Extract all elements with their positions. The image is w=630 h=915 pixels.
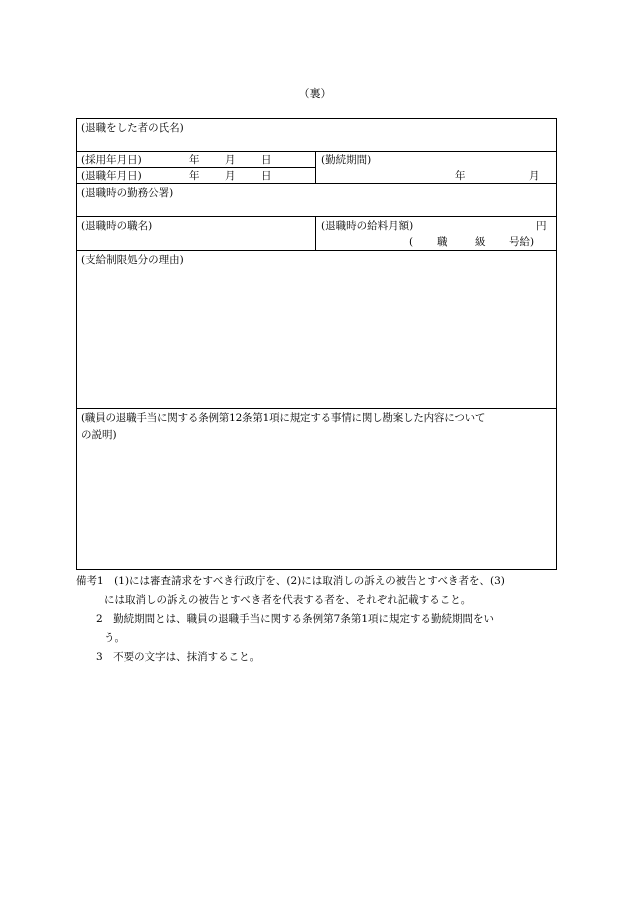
retire-month-unit: 月 bbox=[225, 170, 236, 182]
rule-after-dates bbox=[77, 183, 556, 184]
remark-1-line2: には取消しの訴えの被告とすべき者を代表する者を、それぞれ記載すること。 bbox=[104, 594, 472, 606]
hire-day-unit: 日 bbox=[261, 154, 272, 166]
rule-after-name bbox=[77, 151, 556, 152]
retire-day-unit: 日 bbox=[261, 170, 272, 182]
divider-dates bbox=[315, 151, 316, 183]
hire-date-label: (採用年月日) bbox=[81, 154, 142, 166]
reason-label: (支給制限処分の理由) bbox=[81, 254, 184, 266]
rule-after-position bbox=[77, 250, 556, 251]
name-label: (退職をした者の氏名) bbox=[81, 122, 184, 134]
retirement-allowance-form bbox=[76, 118, 557, 570]
grade-gokyu: 号給) bbox=[509, 236, 535, 248]
service-period-label: (勤続期間) bbox=[321, 154, 372, 166]
retire-year-unit: 年 bbox=[189, 170, 200, 182]
retire-date-label: (退職年月日) bbox=[81, 170, 142, 182]
grade-open-paren: ( bbox=[409, 236, 414, 248]
grade-kyu: 級 bbox=[475, 236, 486, 248]
office-label: (退職時の勤務公署) bbox=[81, 187, 174, 199]
service-month-unit: 月 bbox=[529, 170, 540, 182]
rule-between-dates bbox=[77, 167, 315, 168]
hire-month-unit: 月 bbox=[225, 154, 236, 166]
grade-shoku: 職 bbox=[437, 236, 448, 248]
remark-2-line1: 2 勤続期間とは、職員の退職手当に関する条例第7条第1項に規定する勤続期間をい bbox=[96, 613, 495, 625]
rule-after-reason bbox=[77, 408, 556, 409]
rule-after-office bbox=[77, 216, 556, 217]
remark-1-line1: 備考1 (1)には審査請求をすべき行政庁を、(2)には取消しの訴えの被告とすべき者を、(3) bbox=[76, 575, 505, 587]
salary-label: (退職時の給料月額) bbox=[321, 220, 414, 232]
page-heading: （裏） bbox=[298, 87, 332, 100]
salary-yen-unit: 円 bbox=[536, 220, 547, 232]
service-year-unit: 年 bbox=[455, 170, 466, 182]
explanation-label-line1: (職員の退職手当に関する条例第12条第1項に規定する事情に関し勘案した内容について bbox=[81, 412, 486, 424]
remark-2-line2: う。 bbox=[104, 632, 125, 644]
position-label: (退職時の職名) bbox=[81, 220, 153, 232]
explanation-label-line2: の説明) bbox=[81, 429, 117, 441]
hire-year-unit: 年 bbox=[189, 154, 200, 166]
divider-position bbox=[315, 216, 316, 250]
remark-3: 3 不要の文字は、抹消すること。 bbox=[96, 651, 261, 663]
